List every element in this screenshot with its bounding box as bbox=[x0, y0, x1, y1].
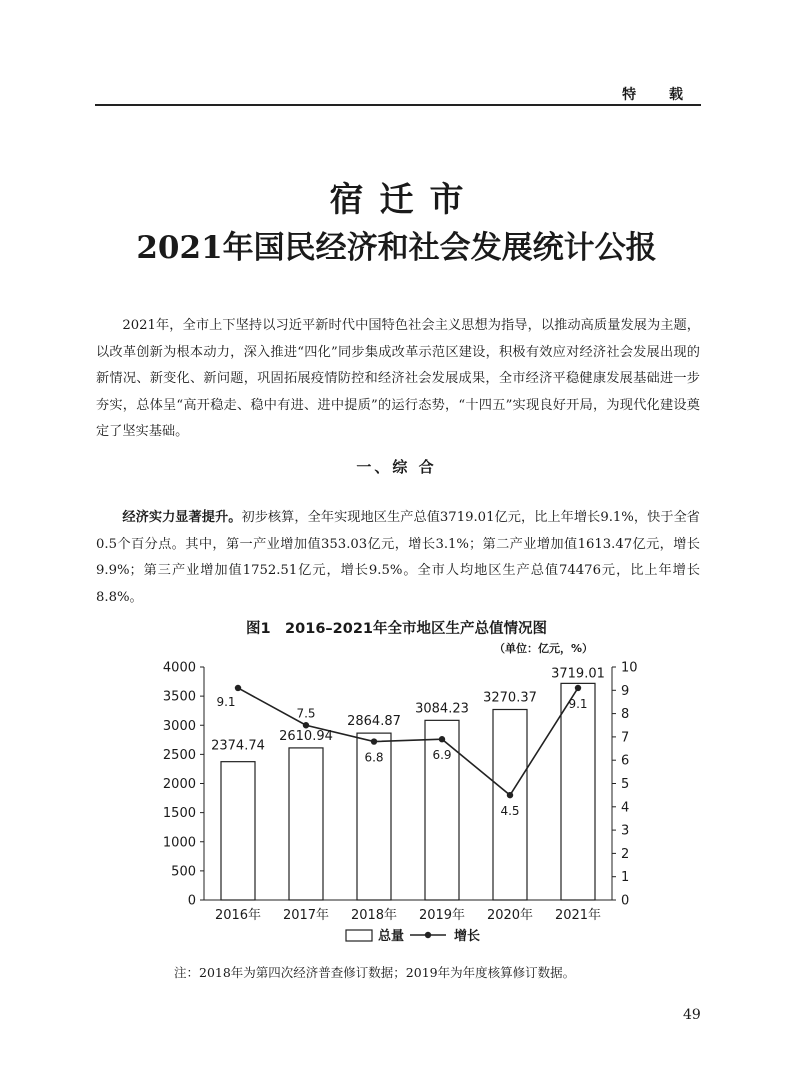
x-tick-label: 2019年 bbox=[418, 908, 466, 923]
figure-unit: （单位：亿元，%） bbox=[494, 642, 594, 655]
left-tick-label: 3500 bbox=[162, 689, 196, 705]
bar-value-label: 3719.01 bbox=[551, 666, 605, 682]
left-tick-label: 4000 bbox=[162, 660, 196, 676]
right-tick-label: 1 bbox=[621, 870, 630, 886]
title-city: 宿迁市 bbox=[329, 180, 480, 220]
growth-value-label: 6.9 bbox=[432, 748, 452, 763]
bar-value-label: 2864.87 bbox=[347, 714, 401, 730]
left-tick-label: 0 bbox=[187, 893, 196, 909]
growth-point-5 bbox=[507, 792, 513, 798]
bar-value-label: 3270.37 bbox=[483, 690, 537, 706]
right-tick-label: 4 bbox=[621, 800, 630, 816]
intro-paragraph: 2021年，全市上下坚持以习近平新时代中国特色社会主义思想为指导，以推动高质量发展为主题，以改革创新为根本动力，深入推进“四化”同步集成改革示范区建设，积极有效应对经济社会发展出现的新情况、新变化、新问题，巩固拓展疫情防控和经济社会发展成果，全市经济平稳健康发展基础进一步夯实，总体呈“高开稳走、稳中有进、进中提质”的运行态势，“十四五”实现良好开局，为现代化建设奠定了坚实基础。 bbox=[96, 318, 700, 439]
right-tick-label: 5 bbox=[621, 777, 630, 792]
growth-value-label: 9.1 bbox=[216, 694, 236, 709]
growth-value-label: 6.8 bbox=[364, 750, 384, 765]
economy-paragraph bbox=[96, 505, 700, 611]
header-rule bbox=[95, 104, 701, 106]
right-tick-label: 9 bbox=[621, 683, 630, 699]
growth-value-label: 7.5 bbox=[296, 706, 316, 721]
x-tick-label: 2021年 bbox=[554, 908, 602, 923]
legend-line-label: 增长 bbox=[454, 929, 481, 944]
gdp-chart bbox=[140, 655, 660, 955]
left-tick-label: 2000 bbox=[162, 777, 196, 792]
growth-value-label: 4.5 bbox=[500, 804, 520, 819]
growth-point-4 bbox=[439, 736, 445, 742]
x-tick-label: 2020年 bbox=[486, 908, 534, 923]
legend-bar-swatch bbox=[346, 930, 372, 941]
growth-value-label: 9.1 bbox=[568, 696, 588, 711]
figure-title: 图1 2016–2021年全市地区生产总值情况图 bbox=[245, 621, 548, 637]
left-tick-label: 500 bbox=[171, 864, 196, 880]
growth-point-2 bbox=[303, 722, 309, 728]
bar-value-label: 3084.23 bbox=[415, 701, 469, 717]
growth-point-3 bbox=[371, 738, 377, 744]
x-tick-label: 2017年 bbox=[282, 908, 330, 923]
x-tick-label: 2018年 bbox=[350, 908, 398, 923]
legend-line-marker bbox=[425, 932, 431, 938]
growth-point-6 bbox=[575, 685, 581, 691]
bar-value-label: 2610.94 bbox=[279, 728, 333, 744]
right-tick-label: 8 bbox=[621, 707, 630, 723]
section-heading: 一、综 合 bbox=[356, 458, 437, 476]
bar-1 bbox=[221, 762, 255, 900]
x-tick-label: 2016年 bbox=[214, 908, 262, 923]
header-section-label: 特 载 bbox=[622, 87, 697, 103]
bar-6 bbox=[561, 683, 595, 900]
right-tick-label: 0 bbox=[621, 893, 630, 909]
right-tick-label: 10 bbox=[621, 660, 638, 676]
growth-point-1 bbox=[235, 685, 241, 691]
left-tick-label: 2500 bbox=[162, 747, 196, 763]
left-tick-label: 1500 bbox=[162, 806, 196, 822]
right-tick-label: 6 bbox=[621, 753, 630, 769]
bar-2 bbox=[289, 748, 323, 900]
left-tick-label: 1000 bbox=[162, 835, 196, 851]
bar-value-label: 2374.74 bbox=[211, 738, 265, 754]
title-report: 2021年国民经济和社会发展统计公报 bbox=[136, 230, 657, 266]
paragraph-lead: 经济实力显著提升。 bbox=[122, 510, 242, 525]
paragraph-body: 初步核算，全年实现地区生产总值3719.01亿元，比上年增长9.1%，快于全省0.5个百分点。其中，第一产业增加值353.03亿元，增长3.1%；第二产业增加值1613.47亿元，增长9.9%；第三产业增加值1752.51亿元，增长9.5%。全市人均地区生产总值74476元，比上年增长8.8%。 bbox=[96, 510, 700, 605]
figure-note: 注：2018年为第四次经济普查修订数据；2019年为年度核算修订数据。 bbox=[174, 965, 576, 980]
right-tick-label: 2 bbox=[621, 846, 630, 862]
legend-bar-label: 总量 bbox=[378, 929, 405, 944]
page-number: 49 bbox=[683, 1007, 701, 1023]
left-tick-label: 3000 bbox=[162, 718, 196, 734]
right-tick-label: 7 bbox=[621, 730, 630, 746]
right-tick-label: 3 bbox=[621, 823, 630, 839]
